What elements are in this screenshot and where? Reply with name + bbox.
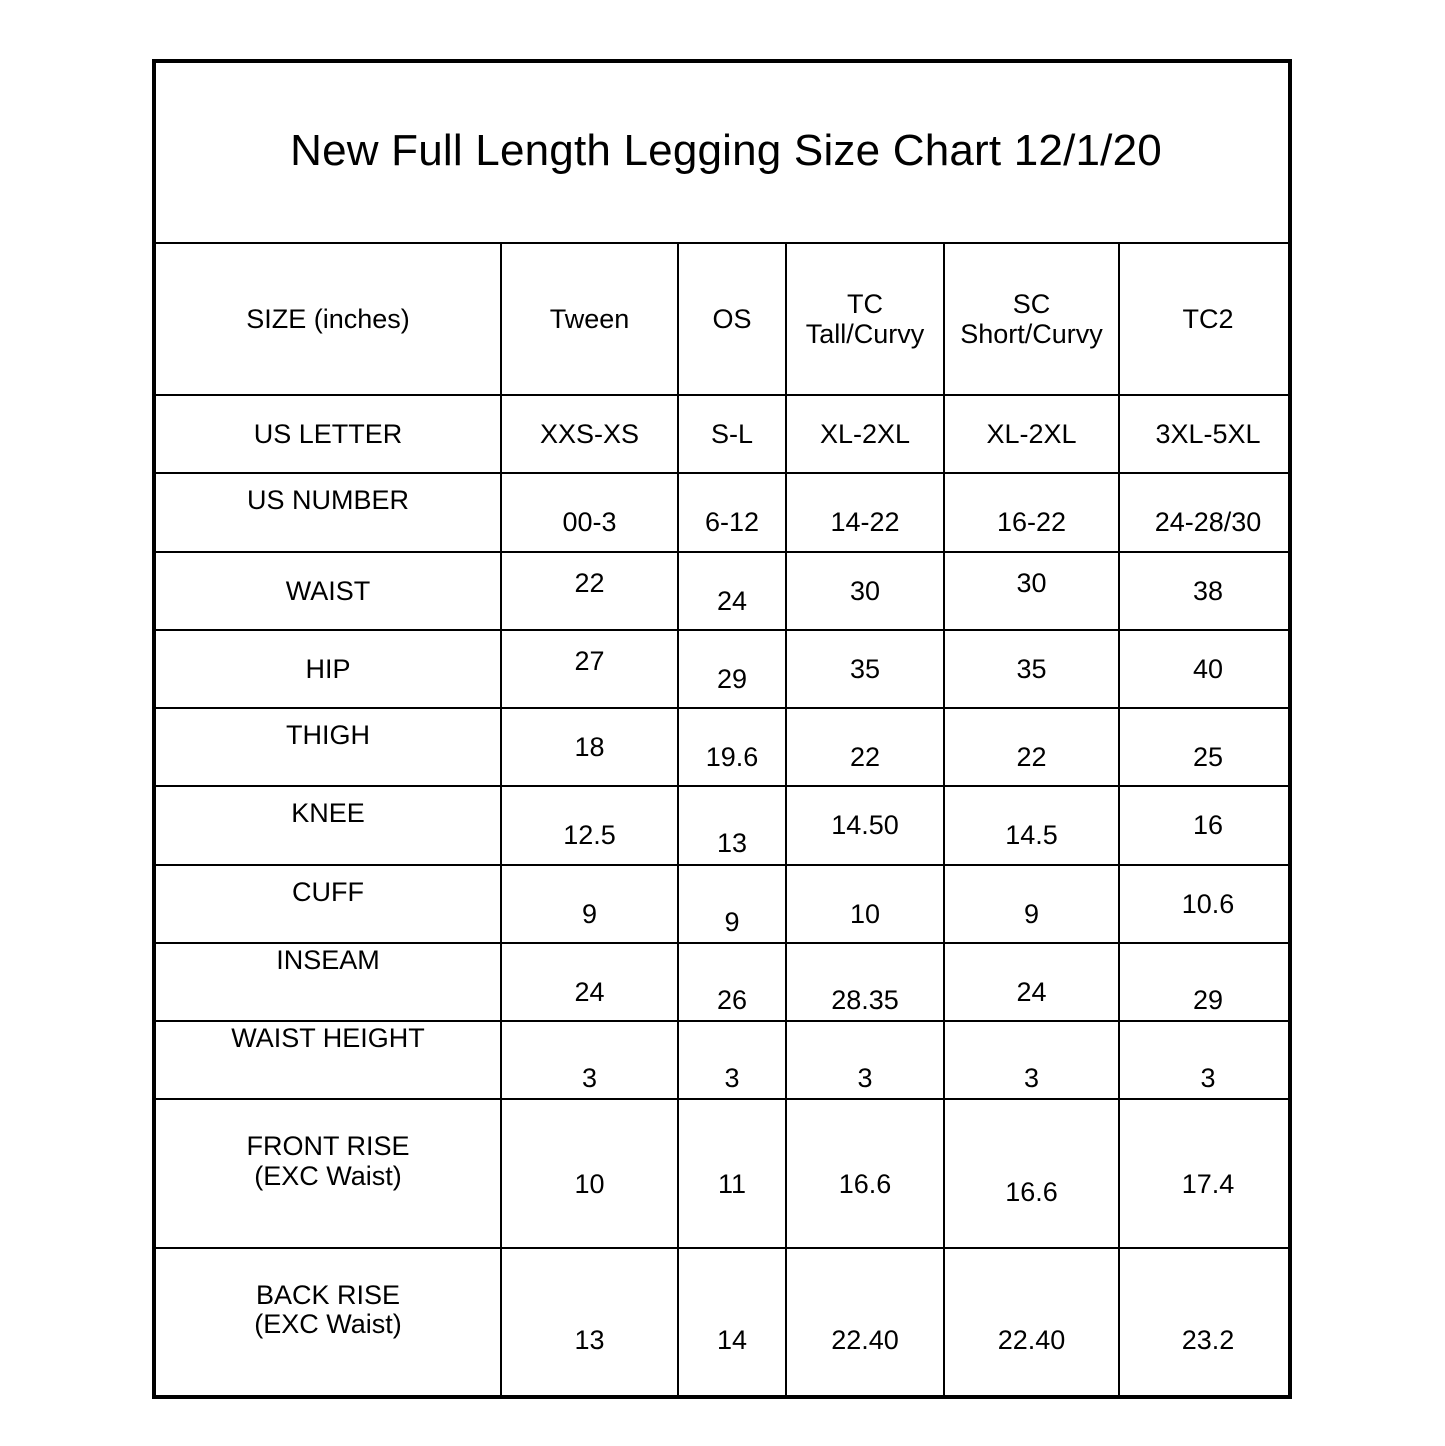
row-label-inseam: INSEAM (156, 921, 501, 999)
cell-front-rise-tween: 10 (501, 1109, 678, 1258)
table-row (156, 473, 1292, 551)
cell-thigh-os: 19.6 (678, 718, 786, 796)
cell-back-rise-tc: 22.40 (786, 1266, 944, 1399)
cell-knee-tc2: 16 (1119, 786, 1292, 864)
page-title: New Full Length Legging Size Chart 12/1/20 (156, 63, 1292, 243)
row-label-back-rise (156, 1236, 501, 1383)
size-chart-container (152, 59, 1292, 1399)
column-header-sc-line1: SC (1012, 288, 1051, 319)
cell-inseam-tc: 28.35 (786, 961, 944, 1039)
cell-hip-tc2: 40 (1119, 630, 1292, 708)
column-header-row (156, 243, 1292, 395)
cell-inseam-sc: 24 (944, 953, 1119, 1031)
cell-thigh-tc: 22 (786, 718, 944, 796)
cell-us-number-tc: 14-22 (786, 483, 944, 561)
row-label-front-rise-line2: (EXC Waist) (254, 1160, 402, 1191)
cell-cuff-tween: 9 (501, 875, 678, 953)
cell-hip-tc: 35 (786, 630, 944, 708)
cell-back-rise-tween: 13 (501, 1266, 678, 1399)
cell-us-letter-os: S-L (678, 395, 786, 473)
row-label-back-rise-line2: (EXC Waist) (254, 1309, 402, 1340)
cell-cuff-os: 9 (678, 883, 786, 961)
cell-hip-os: 29 (678, 640, 786, 718)
title-row (156, 63, 1292, 243)
cell-back-rise-os: 14 (678, 1266, 786, 1399)
cell-waist-height-os: 3 (678, 1039, 786, 1117)
column-header-tc (786, 243, 944, 395)
cell-us-letter-tween: XXS-XS (501, 395, 678, 473)
column-header-sc-line2: Short/Curvy (960, 319, 1103, 350)
table-row (156, 1099, 1292, 1248)
cell-waist-tc2: 38 (1119, 552, 1292, 630)
cell-thigh-tween: 18 (501, 708, 678, 786)
cell-knee-tween: 12.5 (501, 796, 678, 874)
cell-waist-tc: 30 (786, 552, 944, 630)
cell-inseam-tc2: 29 (1119, 961, 1292, 1039)
cell-hip-sc: 35 (944, 630, 1119, 708)
cell-waist-height-tween: 3 (501, 1039, 678, 1117)
column-header-tc2: TC2 (1119, 243, 1292, 395)
cell-front-rise-sc: 16.6 (944, 1117, 1119, 1266)
row-label-hip: HIP (156, 630, 501, 708)
cell-us-number-sc: 16-22 (944, 483, 1119, 561)
row-label-front-rise (156, 1087, 501, 1236)
cell-thigh-sc: 22 (944, 718, 1119, 796)
cell-waist-height-tc2: 3 (1119, 1039, 1292, 1117)
cell-front-rise-tc2: 17.4 (1119, 1109, 1292, 1258)
cell-cuff-tc: 10 (786, 875, 944, 953)
column-header-tween: Tween (501, 243, 678, 395)
column-header-tc-line2: Tall/Curvy (805, 319, 925, 350)
cell-inseam-tween: 24 (501, 953, 678, 1031)
cell-knee-tc: 14.50 (786, 786, 944, 864)
table-row (156, 1248, 1292, 1395)
cell-waist-tween: 22 (501, 544, 678, 622)
cell-cuff-sc: 9 (944, 875, 1119, 953)
cell-us-number-tween: 00-3 (501, 483, 678, 561)
size-chart-table (156, 63, 1292, 1395)
cell-back-rise-sc: 22.40 (944, 1266, 1119, 1399)
row-label-waist-height: WAIST HEIGHT (156, 999, 501, 1077)
column-header-size: SIZE (inches) (156, 243, 501, 395)
column-header-sc (944, 243, 1119, 395)
cell-cuff-tc2: 10.6 (1119, 865, 1292, 943)
row-label-cuff: CUFF (156, 853, 501, 931)
cell-hip-tween: 27 (501, 622, 678, 700)
cell-knee-os: 13 (678, 804, 786, 882)
row-label-us-number: US NUMBER (156, 461, 501, 539)
column-header-tc-line1: TC (847, 288, 883, 319)
cell-inseam-os: 26 (678, 961, 786, 1039)
cell-us-letter-tc: XL-2XL (786, 395, 944, 473)
cell-waist-sc: 30 (944, 544, 1119, 622)
cell-knee-sc: 14.5 (944, 796, 1119, 874)
cell-front-rise-tc: 16.6 (786, 1109, 944, 1258)
cell-waist-os: 24 (678, 562, 786, 640)
cell-us-number-os: 6-12 (678, 483, 786, 561)
row-label-thigh: THIGH (156, 696, 501, 774)
cell-thigh-tc2: 25 (1119, 718, 1292, 796)
row-label-knee: KNEE (156, 774, 501, 852)
cell-back-rise-tc2: 23.2 (1119, 1266, 1292, 1399)
cell-us-number-tc2: 24-28/30 (1119, 483, 1292, 561)
row-label-front-rise-line1: FRONT RISE (246, 1131, 410, 1162)
cell-front-rise-os: 11 (678, 1109, 786, 1258)
cell-waist-height-sc: 3 (944, 1039, 1119, 1117)
cell-us-letter-sc: XL-2XL (944, 395, 1119, 473)
row-label-back-rise-line1: BACK RISE (255, 1279, 401, 1310)
row-label-waist: WAIST (156, 552, 501, 630)
row-label-us-letter: US LETTER (156, 395, 501, 473)
table-row (156, 552, 1292, 630)
cell-waist-height-tc: 3 (786, 1039, 944, 1117)
column-header-os: OS (678, 243, 786, 395)
cell-us-letter-tc2: 3XL-5XL (1119, 395, 1292, 473)
